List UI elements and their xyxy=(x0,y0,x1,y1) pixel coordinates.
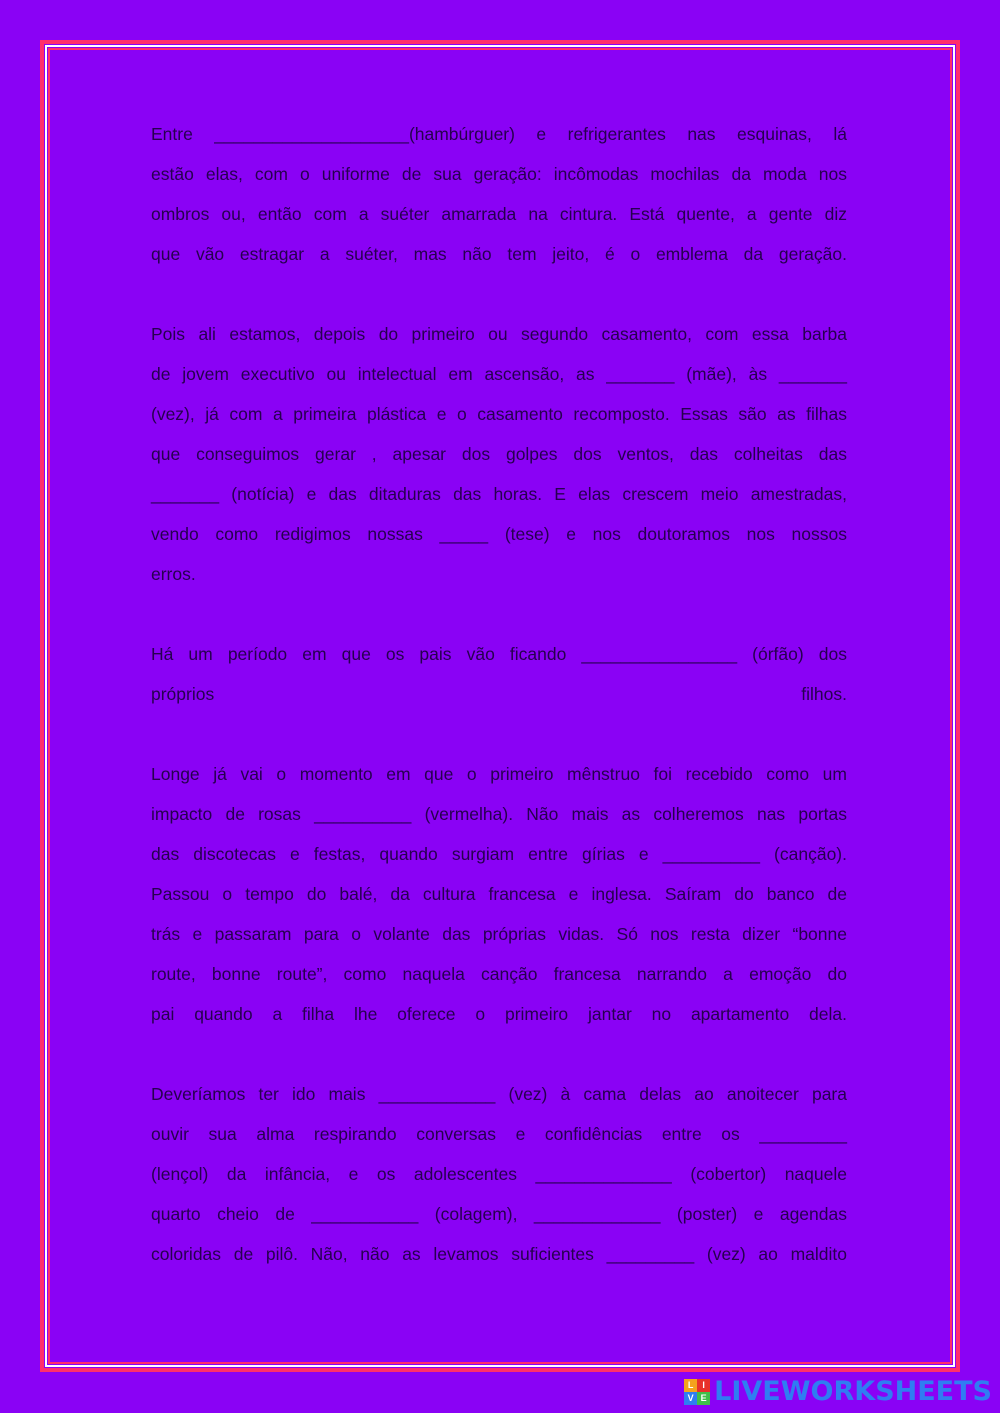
text-line: _______ (notícia) e das ditaduras das horas. E elas crescem meio amestradas, xyxy=(151,484,847,504)
logo-mark-letter: I xyxy=(697,1379,710,1392)
liveworksheets-logo xyxy=(684,1376,992,1407)
logo-mark-letter: E xyxy=(697,1392,710,1405)
text-line: que vão estragar a suéter, mas não tem jeito, é o emblema da geração. xyxy=(151,244,847,264)
paragraph-3 xyxy=(151,634,847,714)
text-line: que conseguimos gerar , apesar dos golpes dos ventos, das colheitas das xyxy=(151,444,847,464)
text-line: Pois ali estamos, depois do primeiro ou segundo casamento, com essa barba xyxy=(151,324,847,344)
text-line: pai quando a filha lhe oferece o primeiro jantar no apartamento dela. xyxy=(151,1004,847,1024)
text-line: ombros ou, então com a suéter amarrada na cintura. Está quente, a gente diz xyxy=(151,204,847,224)
text-line: erros. xyxy=(151,564,196,584)
text-line: próprios filhos. xyxy=(151,684,847,704)
text-line: Há um período em que os pais vão ficando ________________ (órfão) dos xyxy=(151,644,847,664)
paragraph-5 xyxy=(151,1074,847,1274)
text-line: Entre ____________________(hambúrguer) e refrigerantes nas esquinas, lá xyxy=(151,124,847,144)
text-line: coloridas de pilô. Não, não as levamos suficientes _________ (vez) ao maldito xyxy=(151,1244,847,1264)
liveworksheets-wordmark: LIVEWORKSHEETS xyxy=(714,1376,992,1407)
text-line: quarto cheio de ___________ (colagem), _____________ (poster) e agendas xyxy=(151,1204,847,1224)
text-line: Passou o tempo do balé, da cultura francesa e inglesa. Saíram do banco de xyxy=(151,884,847,904)
liveworksheets-mark-icon xyxy=(684,1379,710,1405)
text-line: trás e passaram para o volante das próprias vidas. Só nos resta dizer “bonne xyxy=(151,924,847,944)
text-line: ouvir sua alma respirando conversas e confidências entre os _________ xyxy=(151,1124,847,1144)
text-line: (vez), já com a primeira plástica e o casamento recomposto. Essas são as filhas xyxy=(151,404,847,424)
paragraph-2 xyxy=(151,314,847,594)
logo-mark-letter: V xyxy=(684,1392,697,1405)
paragraph-4 xyxy=(151,754,847,1034)
text-line: das discotecas e festas, quando surgiam entre gírias e __________ (canção). xyxy=(151,844,847,864)
text-line: de jovem executivo ou intelectual em ascensão, as _______ (mãe), às _______ xyxy=(151,364,847,384)
text-line: estão elas, com o uniforme de sua geração: incômodas mochilas da moda nos xyxy=(151,164,847,184)
worksheet-text xyxy=(151,114,847,1314)
text-line: Deveríamos ter ido mais ____________ (vez) à cama delas ao anoitecer para xyxy=(151,1084,847,1104)
paragraph-1 xyxy=(151,114,847,274)
text-line: impacto de rosas __________ (vermelha). Não mais as colheremos nas portas xyxy=(151,804,847,824)
text-line: route, bonne route”, como naquela canção francesa narrando a emoção do xyxy=(151,964,847,984)
text-line: Longe já vai o momento em que o primeiro mênstruo foi recebido como um xyxy=(151,764,847,784)
text-line: vendo como redigimos nossas _____ (tese) e nos doutoramos nos nossos xyxy=(151,524,847,544)
logo-mark-letter: L xyxy=(684,1379,697,1392)
text-line: (lençol) da infância, e os adolescentes ______________ (cobertor) naquele xyxy=(151,1164,847,1184)
